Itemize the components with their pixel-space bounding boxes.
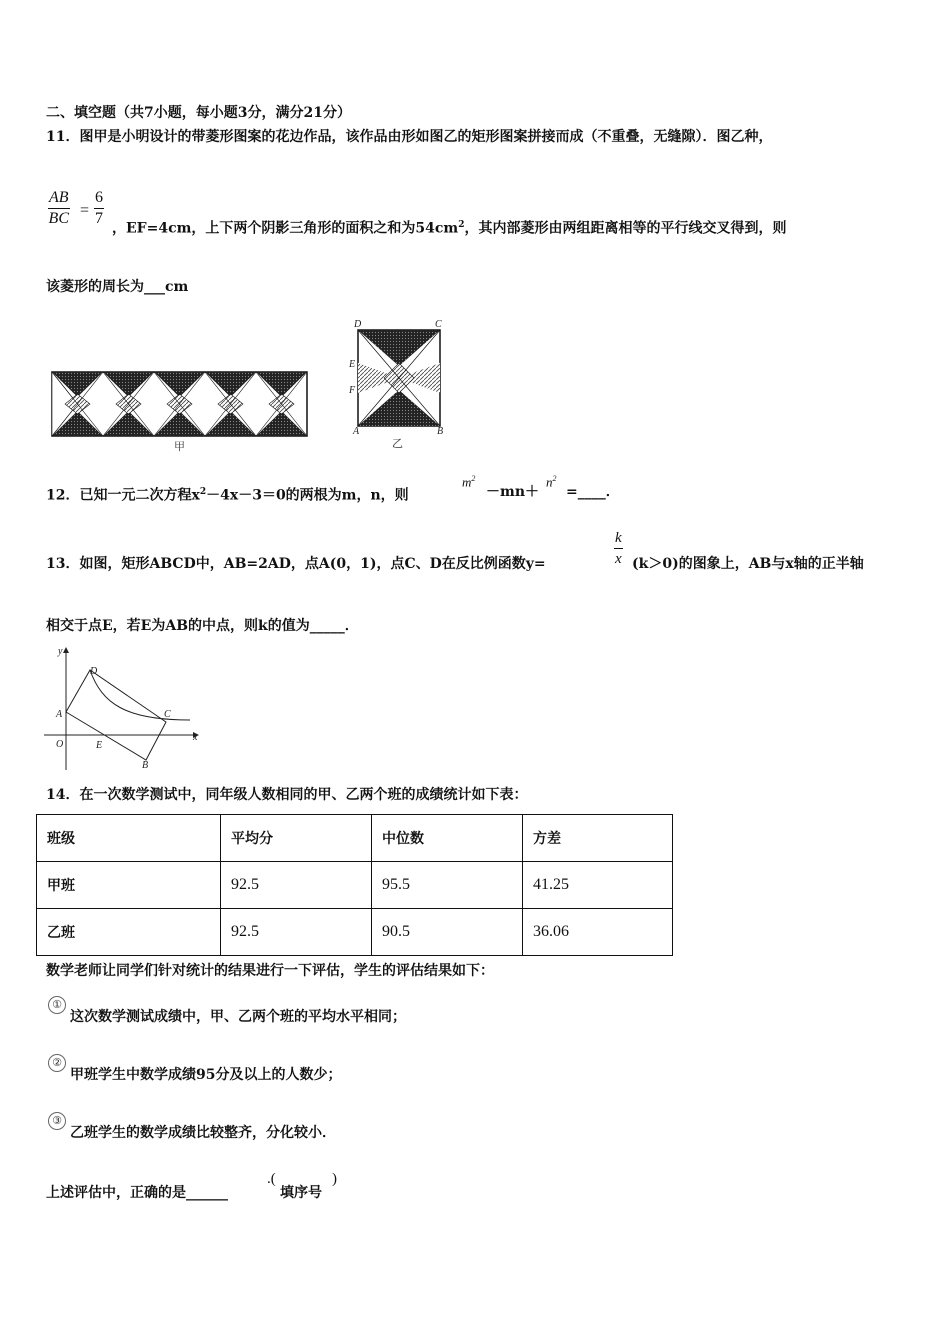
q11-line1: 11．图甲是小明设计的带菱形图案的花边作品，该作品由形如图乙的矩形图案拼接而成（不重叠，无缝隙）．图乙种， [46, 129, 773, 145]
table-cell: 95.5 [372, 862, 523, 909]
table-cell: 甲班 [37, 862, 221, 909]
q13-fig-B: B [142, 760, 149, 771]
fig-yi-pt-E: E [349, 359, 356, 370]
q11-fraction-ab-bc [48, 188, 70, 229]
q12-mn: －mn＋ [486, 484, 539, 500]
item-2-text: 甲班学生中数学成绩95分及以上的人数少； [70, 1067, 342, 1083]
q13-frac-num: k [614, 528, 623, 549]
fig-yi-pt-D: D [354, 319, 362, 330]
q13-fig-y: y [58, 646, 63, 657]
table-cell: 36.06 [523, 909, 673, 956]
q13-fig-E: E [96, 740, 103, 751]
q13-prefix: 13．如图，矩形ABCD中，AB=2AD，点A(0，1)，点C、D在反比例函数y= [46, 556, 546, 572]
item-3-marker: ③ [48, 1112, 66, 1130]
fig-yi-pt-B: B [437, 426, 444, 437]
q12-n-term [546, 470, 557, 491]
q14-eval-intro: 数学老师让同学们针对统计的结果进行一下评估，学生的评估结果如下： [46, 963, 494, 979]
q11-frac-den-7: 7 [95, 210, 103, 227]
fig-yi-pt-C: C [435, 319, 442, 330]
table-cell: 41.25 [523, 862, 673, 909]
item-2-marker: ② [48, 1054, 66, 1072]
q12-n: n [546, 474, 553, 490]
q13-figure [40, 642, 210, 774]
table-header-cell: 平均分 [221, 815, 372, 862]
q11-line2-text: ，EF=4cm，上下两个阴影三角形的面积之和为54cm [112, 220, 459, 237]
q11-frac-num-6: 6 [94, 188, 104, 209]
q11-frac-den: BC [48, 210, 69, 227]
q13-fig-A: A [56, 709, 63, 720]
fig-jia-label: 甲 [174, 440, 185, 453]
table-row [37, 862, 673, 909]
item-1-text: 这次数学测试成绩中，甲、乙两个班的平均水平相同； [70, 1009, 406, 1025]
q13-line2: 相交于点E，若E为AB的中点，则k的值为_____． [46, 618, 359, 634]
q12-suffix: =____． [566, 484, 620, 500]
section-heading: 二、填空题（共7小题，每小题3分，满分21分） [46, 105, 351, 121]
item-3-text: 乙班学生的数学成绩比较整齐，分化较小． [70, 1125, 336, 1141]
q14-answer-prefix: 上述评估中，正确的是______ [46, 1185, 228, 1201]
table-cell: 乙班 [37, 909, 221, 956]
table-cell: 92.5 [221, 909, 372, 956]
q12-m: m [462, 474, 472, 490]
q14-answer-fill: 填序号 [280, 1185, 322, 1201]
q11-line2-sup: 2 [458, 220, 465, 230]
q12-prefix: 12．已知一元二次方程x [46, 487, 200, 504]
q14-answer-paren-open: .( [267, 1171, 276, 1187]
q12-n-sup: 2 [552, 474, 557, 483]
fig-yi-pt-F: F [349, 385, 356, 396]
q11-figure-jia [50, 366, 310, 456]
table-header-cell: 方差 [523, 815, 673, 862]
q11-frac-num: AB [48, 188, 70, 209]
q14-table [36, 814, 673, 956]
q14-intro: 14．在一次数学测试中，同年级人数相同的甲、乙两个班的成绩统计如下表： [46, 787, 528, 803]
table-cell: 92.5 [221, 862, 372, 909]
q13-suffix: (k＞0)的图象上，AB与x轴的正半轴 [632, 556, 864, 572]
q12-m-sup: 2 [471, 474, 476, 483]
table-header-row [37, 815, 673, 862]
q13-frac-den: x [615, 551, 622, 567]
q14-answer-paren-close: ) [332, 1171, 337, 1187]
q12-line [46, 483, 409, 505]
q12-sup1: 2 [199, 487, 207, 497]
fig-yi-pt-A: A [353, 426, 360, 437]
q13-fraction-k-x [614, 528, 623, 569]
q13-fig-D: D [90, 666, 98, 677]
q11-figure-yi [344, 316, 454, 452]
table-header-cell: 中位数 [372, 815, 523, 862]
q13-fig-O: O [56, 739, 64, 750]
q13-fig-x: x [193, 732, 198, 743]
item-1-marker: ① [48, 996, 66, 1014]
q11-line2 [112, 216, 787, 238]
q11-fraction-6-7 [94, 188, 104, 229]
fig-yi-label: 乙 [392, 437, 403, 450]
table-row [37, 909, 673, 956]
q11-equals: = [80, 202, 90, 219]
q11-line3: 该菱形的周长为___cm [46, 279, 189, 295]
table-header-cell: 班级 [37, 815, 221, 862]
q12-middle: －4x－3＝0的两根为m，n，则 [206, 487, 409, 504]
q13-fig-C: C [164, 709, 171, 720]
q11-line2-end: ，其内部菱形由两组距离相等的平行线交叉得到，则 [464, 220, 787, 237]
table-cell: 90.5 [372, 909, 523, 956]
q12-m-term [462, 470, 475, 491]
